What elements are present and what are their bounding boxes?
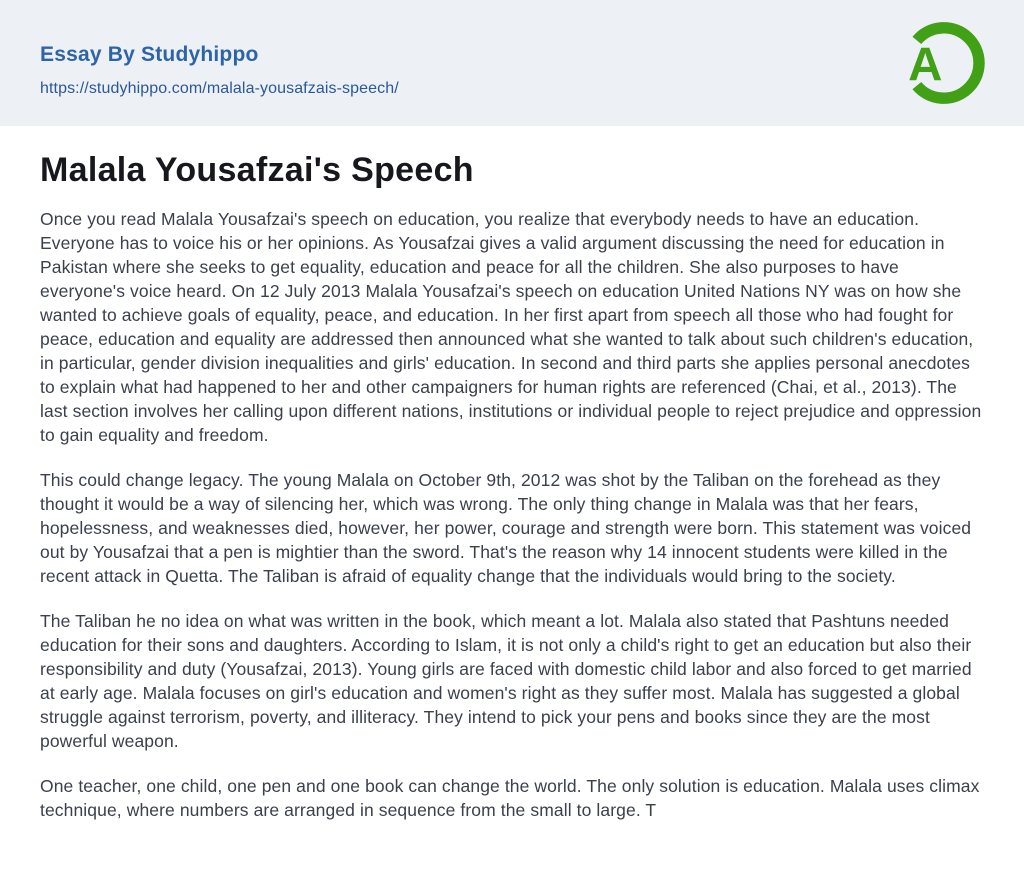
logo-letter: A <box>908 38 943 92</box>
site-label: Essay By Studyhippo <box>40 42 259 66</box>
page-title: Malala Yousafzai's Speech <box>40 151 474 189</box>
article-paragraph: The Taliban he no idea on what was written in the book, which meant a lot. Malala also stated that Pashtuns needed education for their sons and daughters. According to Islam, it is not only a child's right to get an education but also their responsibility and duty (Yousafzai, 2013). Young girls are faced with domestic child labor and also forced to get married at early age. Malala focuses on girl's education and women's right as they suffer most. Malala has suggested a global struggle against terrorism, poverty, and illiteracy. They intend to pick your pens and books since they are the most powerful weapon. <box>40 611 972 751</box>
article-paragraph: This could change legacy. The young Malala on October 9th, 2012 was shot by the Taliban on the forehead as they thought it would be a way of silencing her, which was wrong. The only thing change in Malala was that her fears, hopelessness, and weaknesses died, however, her power, courage and strength were born. This statement was voiced out by Yousafzai that a pen is mightier than the sword. That's the reason why 14 innocent students were killed in the recent attack in Quetta. The Taliban is afraid of equality change that the individuals would bring to the society. <box>40 470 972 586</box>
article-paragraph: Once you read Malala Yousafzai's speech on education, you realize that everybody needs to have an education. Everyone has to voice his or her opinions. As Yousafzai gives a valid argument discussing the need for education in Pakistan where she seeks to get equality, education and peace for all the children. She also purposes to have everyone's voice heard. On 12 July 2013 Malala Yousafzai's speech on education United Nations NY was on how she wanted to achieve goals of equality, peace, and education. In her first apart from speech all those who had fought for peace, education and equality are addressed then announced what she wanted to talk about such children's education, in particular, gender division inequalities and girls' education. In second and third parts she applies personal anecdotes to explain what had happened to her and other campaigners for human rights are referenced (Chai, et al., 2013). The last section involves her calling upon different nations, institutions or individual people to reject prejudice and oppression to gain equality and freedom. <box>40 209 982 445</box>
studyhippo-logo[interactable] <box>898 19 986 107</box>
page-header <box>0 0 1024 126</box>
article-body <box>0 126 1024 822</box>
article-paragraph: One teacher, one child, one pen and one book can change the world. The only solution is education. Malala uses climax technique, where numbers are arranged in sequence from the small to large. T <box>40 776 980 820</box>
article-url-link[interactable]: https://studyhippo.com/malala-yousafzais-speech/ <box>40 79 399 97</box>
header-text-block <box>40 29 399 98</box>
